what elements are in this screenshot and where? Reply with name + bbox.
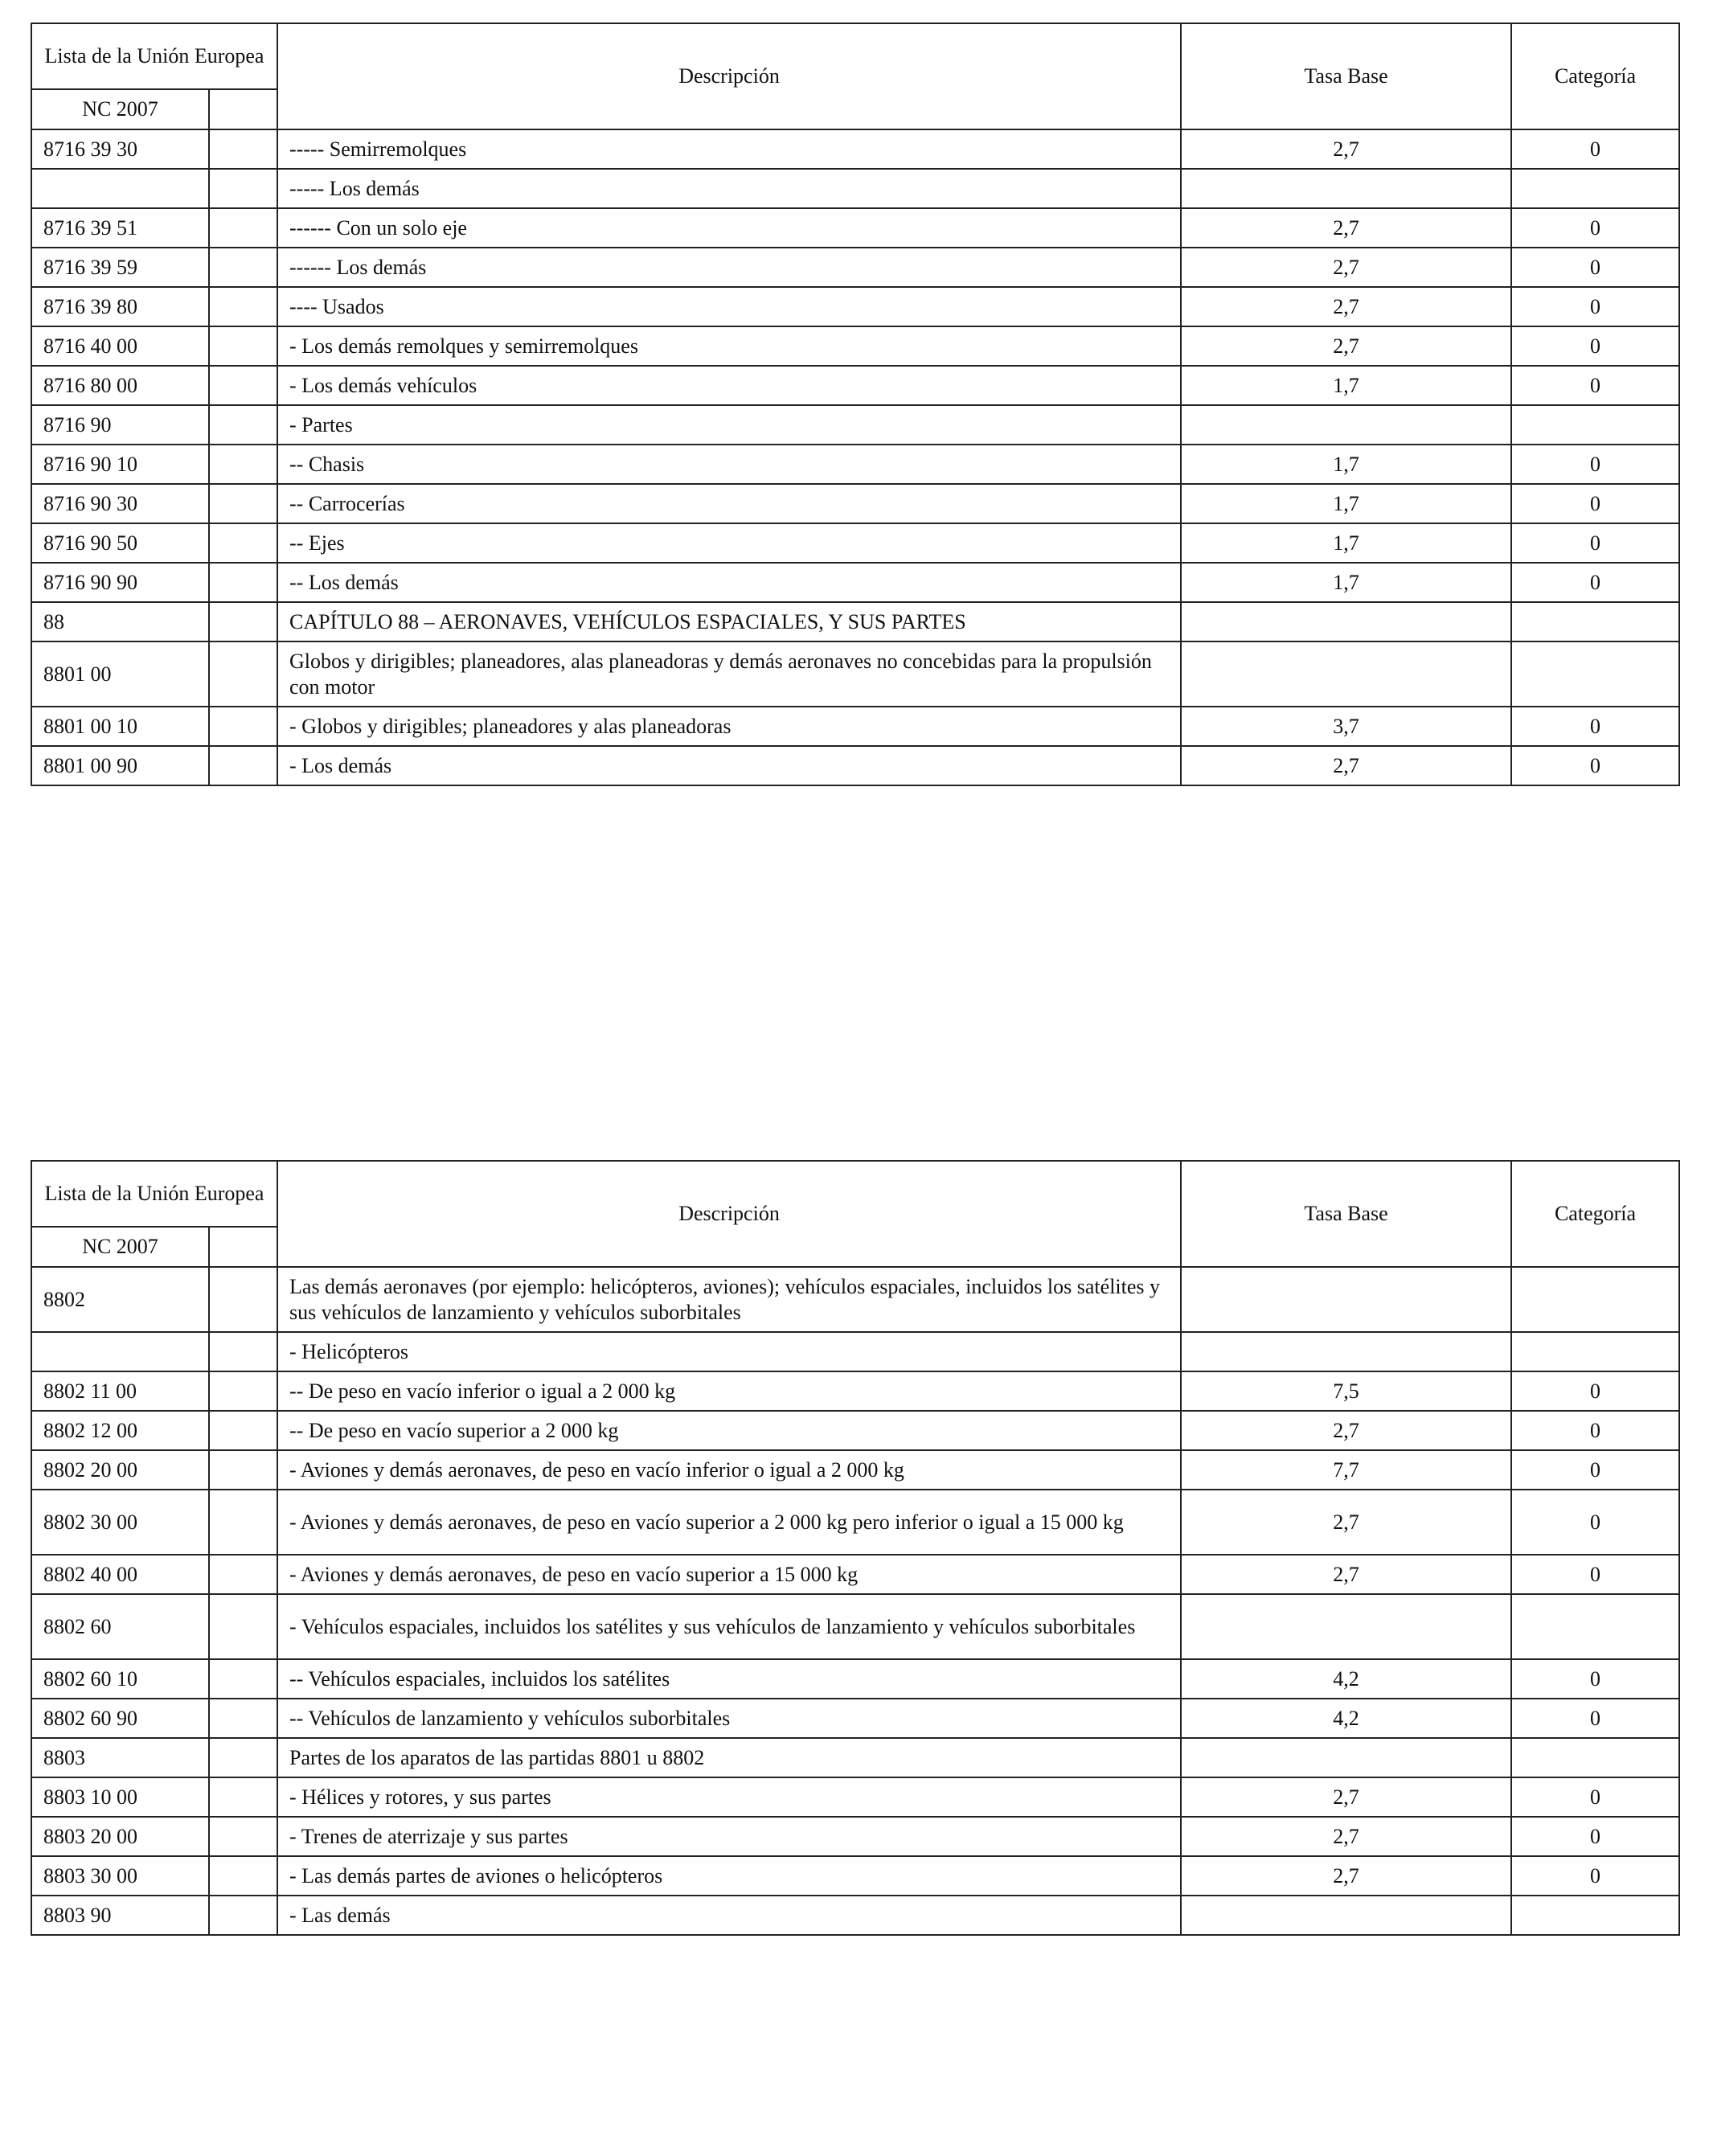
cell-description: -- Carrocerías xyxy=(277,484,1181,523)
table-row xyxy=(31,641,1679,707)
table-row xyxy=(31,1450,1679,1490)
cell-code: 8716 39 51 xyxy=(31,208,209,248)
cell-code: 8802 11 00 xyxy=(31,1371,209,1411)
cell-description: Globos y dirigibles; planeadores, alas planeadoras y demás aeronaves no concebidas para la propulsión con motor xyxy=(277,641,1181,707)
cell-category: 0 xyxy=(1511,129,1679,169)
table-row xyxy=(31,1555,1679,1594)
cell-category: 0 xyxy=(1511,563,1679,602)
cell-rate xyxy=(1181,405,1511,445)
table-row xyxy=(31,1896,1679,1935)
cell-blank xyxy=(209,326,277,366)
table-row xyxy=(31,1777,1679,1817)
cell-code: 88 xyxy=(31,602,209,641)
table-row xyxy=(31,1411,1679,1450)
table-1-body xyxy=(31,129,1679,785)
cell-description: -- Chasis xyxy=(277,445,1181,484)
table-row xyxy=(31,1699,1679,1738)
header-list-label: Lista de la Unión Europea xyxy=(31,23,277,89)
cell-category: 0 xyxy=(1511,523,1679,563)
cell-rate xyxy=(1181,1267,1511,1332)
cell-rate xyxy=(1181,1594,1511,1659)
cell-category: 0 xyxy=(1511,746,1679,785)
cell-rate: 7,7 xyxy=(1181,1450,1511,1490)
cell-rate: 2,7 xyxy=(1181,326,1511,366)
cell-blank xyxy=(209,1896,277,1935)
cell-rate: 7,5 xyxy=(1181,1371,1511,1411)
cell-code: 8716 90 90 xyxy=(31,563,209,602)
cell-blank xyxy=(209,1659,277,1699)
table-row xyxy=(31,405,1679,445)
header-category: Categoría xyxy=(1511,1161,1679,1267)
table-2-body xyxy=(31,1267,1679,1935)
cell-code: 8802 20 00 xyxy=(31,1450,209,1490)
table-row xyxy=(31,1659,1679,1699)
tariff-table-1 xyxy=(31,23,1680,786)
table-row xyxy=(31,1856,1679,1896)
table-row xyxy=(31,523,1679,563)
cell-code: 8801 00 10 xyxy=(31,707,209,746)
table-row xyxy=(31,1817,1679,1856)
cell-category: 0 xyxy=(1511,1371,1679,1411)
header-nc-label: NC 2007 xyxy=(31,1227,209,1267)
table-row xyxy=(31,484,1679,523)
cell-category: 0 xyxy=(1511,707,1679,746)
cell-rate: 2,7 xyxy=(1181,1411,1511,1450)
cell-blank xyxy=(209,208,277,248)
header-list-label: Lista de la Unión Europea xyxy=(31,1161,277,1227)
table-row xyxy=(31,169,1679,208)
cell-category xyxy=(1511,1594,1679,1659)
cell-blank xyxy=(209,248,277,287)
cell-blank xyxy=(209,129,277,169)
cell-category: 0 xyxy=(1511,1450,1679,1490)
cell-rate: 2,7 xyxy=(1181,287,1511,326)
cell-blank xyxy=(209,1699,277,1738)
cell-description: -- Vehículos espaciales, incluidos los satélites xyxy=(277,1659,1181,1699)
cell-rate: 2,7 xyxy=(1181,208,1511,248)
table-row xyxy=(31,248,1679,287)
table-row xyxy=(31,1332,1679,1371)
cell-description: ----- Semirremolques xyxy=(277,129,1181,169)
cell-description: - Globos y dirigibles; planeadores y alas planeadoras xyxy=(277,707,1181,746)
cell-description: -- Vehículos de lanzamiento y vehículos suborbitales xyxy=(277,1699,1181,1738)
cell-description: -- De peso en vacío superior a 2 000 kg xyxy=(277,1411,1181,1450)
cell-rate: 2,7 xyxy=(1181,248,1511,287)
cell-code: 8802 30 00 xyxy=(31,1490,209,1555)
cell-rate: 1,7 xyxy=(1181,366,1511,405)
cell-description: ------ Los demás xyxy=(277,248,1181,287)
cell-blank xyxy=(209,169,277,208)
tariff-table-2 xyxy=(31,1160,1680,1936)
cell-blank xyxy=(209,707,277,746)
cell-blank xyxy=(209,602,277,641)
cell-code: 8803 10 00 xyxy=(31,1777,209,1817)
cell-code: 8716 39 80 xyxy=(31,287,209,326)
cell-code: 8802 60 xyxy=(31,1594,209,1659)
table-row xyxy=(31,746,1679,785)
cell-code: 8803 20 00 xyxy=(31,1817,209,1856)
cell-code: 8716 90 50 xyxy=(31,523,209,563)
cell-code: 8716 39 59 xyxy=(31,248,209,287)
cell-code: 8801 00 xyxy=(31,641,209,707)
cell-category: 0 xyxy=(1511,248,1679,287)
cell-rate: 1,7 xyxy=(1181,445,1511,484)
cell-description: - Trenes de aterrizaje y sus partes xyxy=(277,1817,1181,1856)
cell-category: 0 xyxy=(1511,484,1679,523)
cell-blank xyxy=(209,563,277,602)
header-nc-label: NC 2007 xyxy=(31,89,209,129)
cell-blank xyxy=(209,405,277,445)
cell-code xyxy=(31,169,209,208)
header-category: Categoría xyxy=(1511,23,1679,129)
table-row xyxy=(31,1490,1679,1555)
cell-description: - Los demás vehículos xyxy=(277,366,1181,405)
cell-code: 8801 00 90 xyxy=(31,746,209,785)
table-row xyxy=(31,208,1679,248)
table-row xyxy=(31,366,1679,405)
cell-rate: 2,7 xyxy=(1181,1856,1511,1896)
cell-code: 8803 30 00 xyxy=(31,1856,209,1896)
cell-blank xyxy=(209,746,277,785)
cell-blank xyxy=(209,1777,277,1817)
table-row xyxy=(31,1594,1679,1659)
table-row xyxy=(31,1738,1679,1777)
cell-rate: 4,2 xyxy=(1181,1659,1511,1699)
cell-description: - Hélices y rotores, y sus partes xyxy=(277,1777,1181,1817)
cell-description: - Vehículos espaciales, incluidos los satélites y sus vehículos de lanzamiento y vehículos suborbitales xyxy=(277,1594,1181,1659)
cell-rate: 3,7 xyxy=(1181,707,1511,746)
cell-description: - Helicópteros xyxy=(277,1332,1181,1371)
cell-rate: 1,7 xyxy=(1181,484,1511,523)
cell-category: 0 xyxy=(1511,1659,1679,1699)
cell-blank xyxy=(209,445,277,484)
cell-blank xyxy=(209,484,277,523)
cell-category xyxy=(1511,641,1679,707)
cell-code: 8716 40 00 xyxy=(31,326,209,366)
header-description: Descripción xyxy=(277,23,1181,129)
cell-description: -- Los demás xyxy=(277,563,1181,602)
cell-rate: 2,7 xyxy=(1181,129,1511,169)
cell-description: -- Ejes xyxy=(277,523,1181,563)
cell-description: - Los demás xyxy=(277,746,1181,785)
cell-blank xyxy=(209,523,277,563)
cell-rate xyxy=(1181,641,1511,707)
cell-rate: 2,7 xyxy=(1181,1777,1511,1817)
cell-category: 0 xyxy=(1511,287,1679,326)
cell-code: 8803 90 xyxy=(31,1896,209,1935)
cell-description: - Aviones y demás aeronaves, de peso en vacío superior a 15 000 kg xyxy=(277,1555,1181,1594)
cell-code: 8716 90 30 xyxy=(31,484,209,523)
cell-rate: 2,7 xyxy=(1181,1555,1511,1594)
cell-rate xyxy=(1181,1332,1511,1371)
cell-blank xyxy=(209,1856,277,1896)
cell-rate xyxy=(1181,1896,1511,1935)
cell-code: 8802 xyxy=(31,1267,209,1332)
cell-category: 0 xyxy=(1511,326,1679,366)
header-description: Descripción xyxy=(277,1161,1181,1267)
cell-code: 8716 90 10 xyxy=(31,445,209,484)
cell-description: Las demás aeronaves (por ejemplo: helicópteros, aviones); vehículos espaciales, incluidos los satélites y sus vehículos de lanzamiento y vehículos suborbitales xyxy=(277,1267,1181,1332)
cell-blank xyxy=(209,641,277,707)
cell-category: 0 xyxy=(1511,1699,1679,1738)
cell-blank xyxy=(209,287,277,326)
table-row xyxy=(31,326,1679,366)
table-row xyxy=(31,445,1679,484)
cell-rate xyxy=(1181,1738,1511,1777)
cell-rate: 2,7 xyxy=(1181,1490,1511,1555)
cell-category: 0 xyxy=(1511,366,1679,405)
cell-description: - Aviones y demás aeronaves, de peso en vacío inferior o igual a 2 000 kg xyxy=(277,1450,1181,1490)
cell-category: 0 xyxy=(1511,1411,1679,1450)
cell-blank xyxy=(209,1594,277,1659)
cell-description: Partes de los aparatos de las partidas 8801 u 8802 xyxy=(277,1738,1181,1777)
table-row xyxy=(31,563,1679,602)
cell-blank xyxy=(209,1267,277,1332)
table-row xyxy=(31,1267,1679,1332)
cell-code: 8802 60 10 xyxy=(31,1659,209,1699)
cell-description: - Las demás xyxy=(277,1896,1181,1935)
cell-category xyxy=(1511,602,1679,641)
cell-category: 0 xyxy=(1511,1490,1679,1555)
cell-category: 0 xyxy=(1511,1555,1679,1594)
cell-blank xyxy=(209,1411,277,1450)
cell-category: 0 xyxy=(1511,1777,1679,1817)
cell-description: ---- Usados xyxy=(277,287,1181,326)
cell-code: 8802 12 00 xyxy=(31,1411,209,1450)
cell-rate xyxy=(1181,602,1511,641)
cell-description: ----- Los demás xyxy=(277,169,1181,208)
cell-description: - Los demás remolques y semirremolques xyxy=(277,326,1181,366)
cell-description: - Las demás partes de aviones o helicópteros xyxy=(277,1856,1181,1896)
cell-category xyxy=(1511,1267,1679,1332)
header-blank-cell xyxy=(209,1227,277,1267)
cell-category xyxy=(1511,1332,1679,1371)
cell-blank xyxy=(209,366,277,405)
table-row xyxy=(31,602,1679,641)
cell-blank xyxy=(209,1332,277,1371)
cell-description: -- De peso en vacío inferior o igual a 2 000 kg xyxy=(277,1371,1181,1411)
cell-code: 8803 xyxy=(31,1738,209,1777)
cell-code: 8802 40 00 xyxy=(31,1555,209,1594)
cell-rate: 1,7 xyxy=(1181,523,1511,563)
cell-category: 0 xyxy=(1511,208,1679,248)
cell-category: 0 xyxy=(1511,445,1679,484)
cell-category xyxy=(1511,169,1679,208)
cell-blank xyxy=(209,1450,277,1490)
table-row xyxy=(31,129,1679,169)
cell-description: CAPÍTULO 88 – AERONAVES, VEHÍCULOS ESPACIALES, Y SUS PARTES xyxy=(277,602,1181,641)
table-row xyxy=(31,1371,1679,1411)
header-rate: Tasa Base xyxy=(1181,1161,1511,1267)
cell-rate: 4,2 xyxy=(1181,1699,1511,1738)
table-row xyxy=(31,287,1679,326)
cell-category: 0 xyxy=(1511,1817,1679,1856)
cell-blank xyxy=(209,1371,277,1411)
cell-blank xyxy=(209,1555,277,1594)
cell-category: 0 xyxy=(1511,1856,1679,1896)
cell-category xyxy=(1511,1738,1679,1777)
cell-rate xyxy=(1181,169,1511,208)
cell-rate: 2,7 xyxy=(1181,1817,1511,1856)
cell-description: ------ Con un solo eje xyxy=(277,208,1181,248)
cell-code: 8716 39 30 xyxy=(31,129,209,169)
cell-category xyxy=(1511,405,1679,445)
cell-code: 8716 80 00 xyxy=(31,366,209,405)
cell-category xyxy=(1511,1896,1679,1935)
cell-description: - Aviones y demás aeronaves, de peso en vacío superior a 2 000 kg pero inferior o igual a 15 000 kg xyxy=(277,1490,1181,1555)
table-row xyxy=(31,707,1679,746)
cell-blank xyxy=(209,1738,277,1777)
cell-rate: 1,7 xyxy=(1181,563,1511,602)
cell-description: - Partes xyxy=(277,405,1181,445)
cell-code: 8716 90 xyxy=(31,405,209,445)
cell-code xyxy=(31,1332,209,1371)
cell-blank xyxy=(209,1490,277,1555)
cell-rate: 2,7 xyxy=(1181,746,1511,785)
header-rate: Tasa Base xyxy=(1181,23,1511,129)
cell-code: 8802 60 90 xyxy=(31,1699,209,1738)
cell-blank xyxy=(209,1817,277,1856)
header-blank-cell xyxy=(209,89,277,129)
